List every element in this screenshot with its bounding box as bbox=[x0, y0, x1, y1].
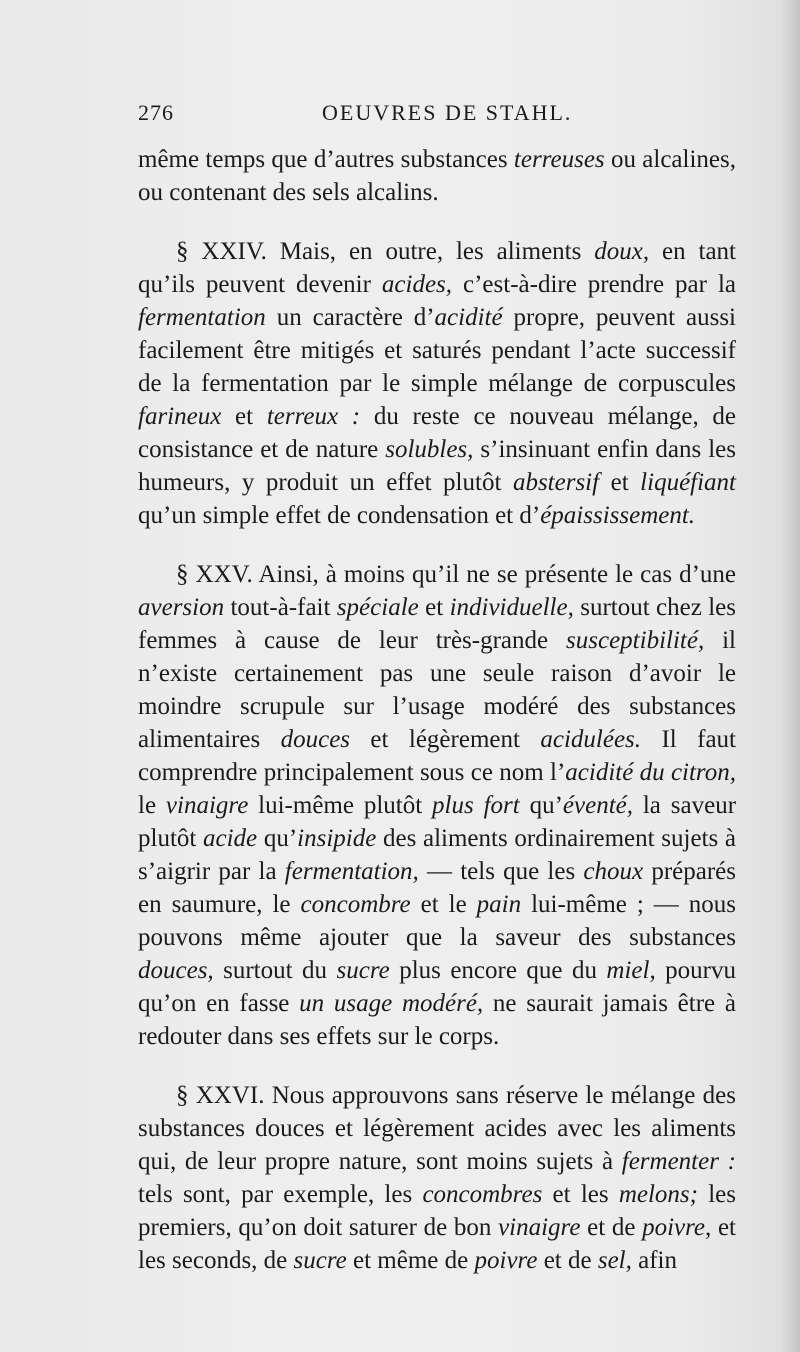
paragraph-section-xxvi: § XXVI. Nous approuvons sans réserve le mélange des substances douces et légèrement acides avec les aliments qui, de leur propre nature, sont moins sujets à fermenter : tels sont, par exemple, les concombres et les melons; les premiers, qu’on doit saturer de bon vinaigre et de poivre, et les seconds, de sucre et même de poivre et de sel, afin bbox=[138, 1082, 737, 1274]
paragraph-continuation: même temps que d’autres substances terreuses ou alcalines, ou contenant des sels alcalins. bbox=[138, 146, 736, 206]
paragraph-section-xxv: § XXV. Ainsi, à moins qu’il ne se présente le cas d’une aversion tout-à-fait spéciale et individuelle, surtout chez les femmes à cause de leur très-grande susceptibilité, il n’existe certainement pas une seule raison d’avoir le moindre scrupule sur l’usage modéré des substances alimentaires douces et légèrement acidulées. Il faut comprendre principalement sous ce nom l’acidité du citron, le vinaigre lui-même plutôt plus fort qu’éventé, la saveur plutôt acide qu’insipide des aliments ordinairement sujets à s’aigrir par la fermentation, — tels que les choux préparés en saumure, le concombre et le pain lui-même ; — nous pouvons même ajouter que la saveur des substances douces, surtout du sucre plus encore que du miel, pourvu qu’on en fasse un usage modéré, ne saurait jamais être à redouter dans ses effets sur le corps. bbox=[138, 561, 737, 1050]
body-text bbox=[138, 143, 736, 1277]
page-number: 276 bbox=[138, 100, 174, 125]
running-title: OEUVRES DE STAHL. bbox=[322, 100, 573, 125]
paragraph-section-xxiv: § XXIV. Mais, en outre, les aliments doux, en tant qu’ils peuvent devenir acides, c’est-à-dire prendre par la fermentation un caractère d’acidité propre, peuvent aussi facilement être mitigés et saturés pendant l’acte successif de la fermentation par le simple mélange de corpuscules farineux et terreux : du reste ce nouveau mélange, de consistance et de nature solubles, s’insinuant enfin dans les humeurs, y produit un effet plutôt abstersif et liquéfiant qu’un simple effet de condensation et d’épaississement. bbox=[138, 238, 737, 529]
running-head bbox=[138, 100, 738, 132]
page-gutter-shadow bbox=[780, 0, 800, 1352]
